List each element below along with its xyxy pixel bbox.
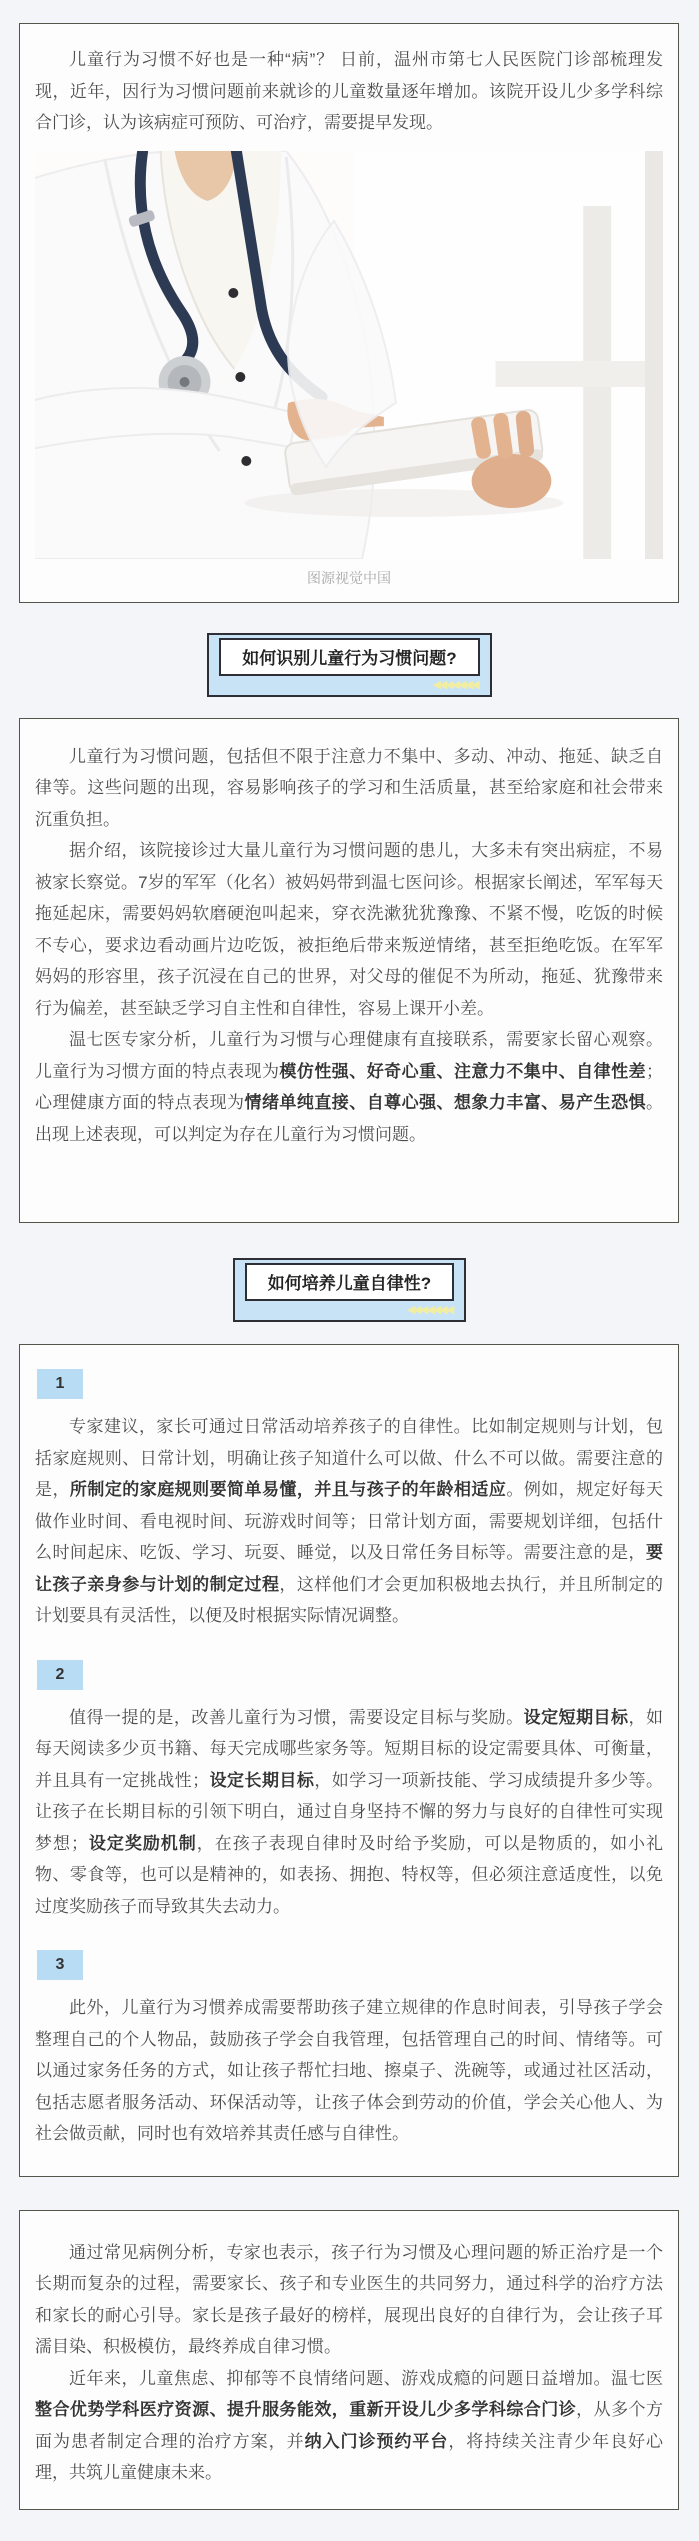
section1-paragraph: 儿童行为习惯问题，包括但不限于注意力不集中、多动、冲动、拖延、缺乏自律等。这些问题的出现，容易影响孩子的学习和生活质量，甚至给家庭和社会带来沉重负担。: [35, 746, 663, 829]
section1-paragraph: 据介绍，该院接诊过大量儿童行为习惯问题的患儿，大多未有突出病症，不易被家长察觉。7岁的军军（化名）被妈妈带到温七医问诊。根据家长阐述，军军每天拖延起床，需要妈妈软磨硬泡叫起来，穿衣洗漱犹犹豫豫、不紧不慢，吃饭的时候不专心，要求边看动画片边吃饭，被拒绝后带来叛逆情绪，甚至拒绝吃饭。在军军妈妈的形容里，孩子沉浸在自己的世界，对父母的催促不为所动，拖延、犹豫带来行为偏差，甚至缺乏学习自主性和自律性，容易上课开小差。: [35, 841, 663, 1018]
item-number-badge: 3: [37, 1950, 83, 1980]
window-frame-horizontal: [496, 361, 663, 387]
arrows-left-icon: ◀◀◀◀◀◀◀: [406, 1304, 453, 1316]
doctor-photo: [35, 151, 663, 588]
section1-paragraph: 温七医专家分析，儿童行为习惯与心理健康有直接联系，需要家长留心观察。儿童行为习惯方面的特点表现为模仿性强、好奇心重、注意力不集中、自律性差；心理健康方面的特点表现为情绪单纯直接、自尊心强、想象力丰富、易产生恐惧。出现上述表现，可以判定为存在儿童行为习惯问题。: [35, 1030, 664, 1144]
coat-button: [235, 372, 245, 382]
outro-paragraph: 近年来，儿童焦虑、抑郁等不良情绪问题、游戏成瘾的问题日益增加。温七医整合优势学科医疗资源、提升服务能效，重新开设儿少多学科综合门诊，从多个方面为患者制定合理的治疗方案，并纳入门诊预约平台，将持续关注青少年良好心理，共筑儿童健康未来。: [35, 2368, 664, 2482]
stethoscope-chestpiece-center: [180, 377, 190, 387]
intro-card: [19, 23, 679, 603]
window-frame-edge: [645, 151, 663, 559]
coat-button: [228, 288, 238, 298]
outro-paragraph: 通过常见病例分析，专家也表示，孩子行为习惯及心理问题的矫正治疗是一个长期而复杂的过程，需要家长、孩子和专业医生的共同努力，通过科学的治疗方法和家长的耐心引导。家长是孩子最好的榜样，展现出良好的自律行为，会让孩子耳濡目染、积极模仿，最终养成自律习惯。: [35, 2242, 663, 2356]
section-header-cultivate: [233, 1258, 466, 1322]
arrows-left-icon: ◀◀◀◀◀◀◀: [432, 678, 478, 691]
section-header-identify: [207, 633, 491, 697]
doctor-photo-illustration: [35, 151, 663, 559]
section-title: 如何识别儿童行为习惯问题?: [219, 638, 479, 676]
item-number-badge: 1: [37, 1369, 83, 1399]
section2-item-paragraph: 此外，儿童行为习惯养成需要帮助孩子建立规律的作息时间表，引导孩子学会整理自己的个人物品，鼓励孩子学会自我管理，包括管理自己的时间、情绪等。可以通过家务任务的方式，如让孩子帮忙扫地、擦桌子、洗碗等，或通过社区活动，包括志愿者服务活动、环保活动等，让孩子体会到劳动的价值，学会关心他人、为社会做贡献，同时也有效培养其责任感与自律性。: [35, 1998, 663, 2143]
section2-item-paragraph: 值得一提的是，改善儿童行为习惯，需要设定目标与奖励。设定短期目标，如每天阅读多少页书籍、每天完成哪些家务等。短期目标的设定需要具体、可衡量，并且具有一定挑战性；设定长期目标，如学习一项新技能、学习成绩提升多少等。让孩子在长期目标的引领下明白，通过自身坚持不懈的努力与良好的自律性可实现梦想；设定奖励机制，在孩子表现自律时及时给予奖励，可以是物质的，如小礼物、零食等，也可以是精神的，如表扬、拥抱、特权等，但必须注意适度性，以免过度奖励孩子而导致其失去动力。: [35, 1707, 664, 1916]
outro-card: [19, 2210, 679, 2510]
section-title: 如何培养儿童自律性?: [245, 1263, 454, 1301]
photo-caption: 图源视觉中国: [307, 569, 391, 586]
section2-card: [19, 1344, 679, 2177]
section2-item-paragraph: 专家建议，家长可通过日常活动培养孩子的自律性。比如制定规则与计划，包括家庭规则、日常计划，明确让孩子知道什么可以做、什么不可以做。需要注意的是，所制定的家庭规则要简单易懂，并且与孩子的年龄相适应。例如，规定好每天做作业时间、看电视时间、玩游戏时间等；日常计划方面，需要规划详细，包括什么时间起床、吃饭、学习、玩耍、睡觉，以及日常任务目标等。需要注意的是，要让孩子亲身参与计划的制定过程，这样他们才会更加积极地去执行，并且所制定的计划要具有灵活性，以便及时根据实际情况调整。: [35, 1417, 664, 1625]
intro-paragraph: 儿童行为习惯不好也是一种“病”？ 日前，温州市第七人民医院门诊部梳理发现，近年，因行为习惯问题前来就诊的儿童数量逐年增加。该院开设儿少多学科综合门诊，认为该病症可预防、可治疗，需要提早发现。: [35, 50, 663, 132]
item-number-badge: 2: [37, 1660, 83, 1690]
coat-button: [241, 456, 251, 466]
section1-card: [19, 718, 679, 1224]
